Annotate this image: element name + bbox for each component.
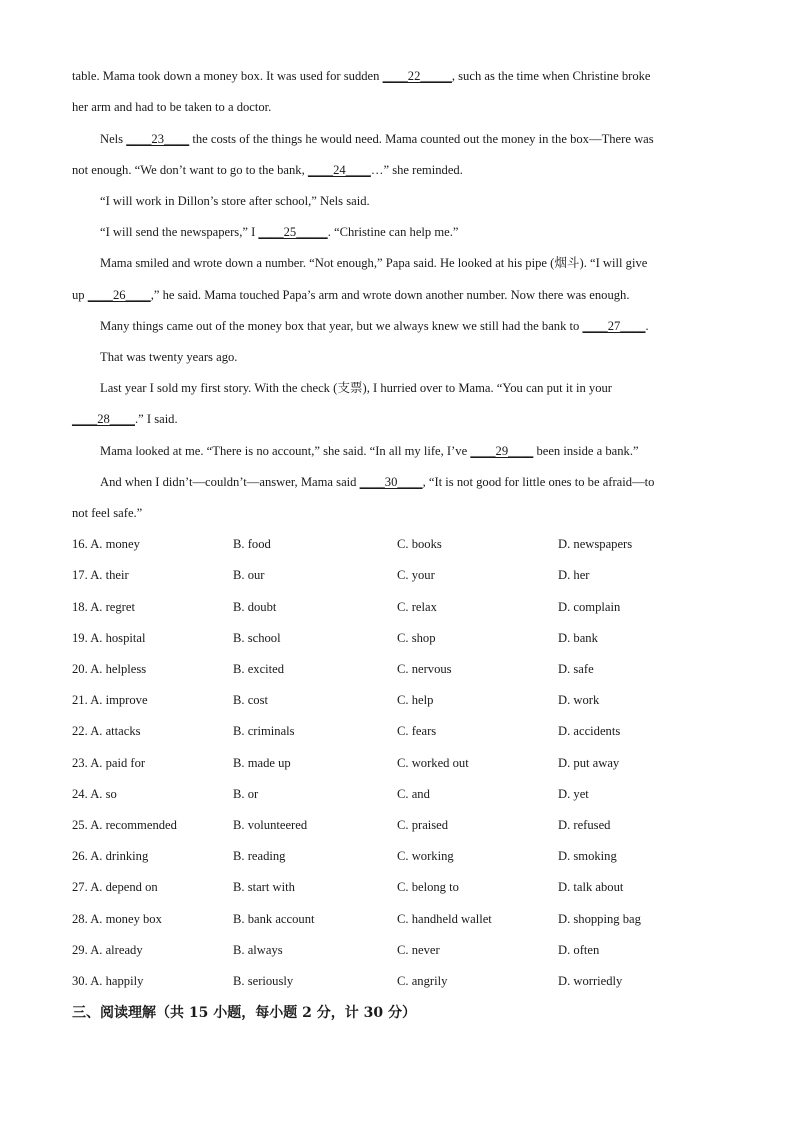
option-d: D. complain (558, 600, 621, 614)
blank-30: ____30____ (359, 475, 423, 489)
option-a: 29. A. already (72, 943, 143, 957)
blank-23: ____23____ (126, 132, 190, 146)
option-d: D. talk about (558, 880, 624, 894)
option-b: B. food (233, 537, 271, 551)
option-b: B. always (233, 943, 283, 957)
passage-line-14: And when I didn’t—couldn’t—answer, Mama said ____30____, “It is not good for little ones to be afraid—to (100, 475, 655, 489)
option-a: 26. A. drinking (72, 849, 149, 863)
option-a: 28. A. money box (72, 912, 162, 926)
passage-line-10: That was twenty years ago. (100, 350, 238, 364)
option-c: C. worked out (397, 756, 469, 770)
passage-line-6: “I will send the newspapers,” I ____25_____. “Christine can help me.” (100, 225, 459, 239)
option-b: B. criminals (233, 724, 295, 738)
option-d: D. often (558, 943, 600, 957)
option-b: B. our (233, 568, 265, 582)
blank-22: ____22_____ (382, 69, 452, 83)
question-row (72, 846, 722, 866)
question-row (72, 909, 722, 929)
option-c: C. nervous (397, 662, 452, 676)
blank-27: ____27____ (582, 319, 646, 333)
question-row (72, 534, 722, 554)
passage-line-1: table. Mama took down a money box. It was used for sudden ____22_____, such as the time when Christine broke (72, 69, 651, 83)
option-d: D. smoking (558, 849, 617, 863)
passage-line-12: ____28____.” I said. (72, 412, 178, 426)
option-c: C. help (397, 693, 434, 707)
option-c: C. shop (397, 631, 436, 645)
section-heading: 三、阅读理解（共 15 小题，每小题 2 分，计 30 分） (72, 1005, 416, 1021)
option-a: 30. A. happily (72, 974, 144, 988)
option-b: B. or (233, 787, 259, 801)
option-c: C. handheld wallet (397, 912, 492, 926)
option-a: 16. A. money (72, 537, 140, 551)
question-row (72, 815, 722, 835)
option-c: C. books (397, 537, 442, 551)
option-c: C. never (397, 943, 440, 957)
option-b: B. school (233, 631, 281, 645)
option-b: B. reading (233, 849, 286, 863)
option-b: B. cost (233, 693, 268, 707)
option-d: D. worriedly (558, 974, 623, 988)
passage-line-3: Nels ____23____ the costs of the things he would need. Mama counted out the money in the box—There was (100, 132, 654, 146)
option-d: D. shopping bag (558, 912, 641, 926)
option-c: C. praised (397, 818, 449, 832)
passage-line-9: Many things came out of the money box that year, but we always knew we still had the bank to ____27____. (100, 319, 649, 333)
option-d: D. bank (558, 631, 598, 645)
question-row (72, 971, 722, 991)
option-a: 25. A. recommended (72, 818, 177, 832)
question-row (72, 628, 722, 648)
passage-line-13: Mama looked at me. “There is no account,” she said. “In all my life, I’ve ____29____ been inside a bank.” (100, 444, 639, 458)
question-row (72, 753, 722, 773)
option-c: C. working (397, 849, 454, 863)
option-d: D. accidents (558, 724, 621, 738)
blank-26: ____26____ (87, 288, 151, 302)
option-a: 18. A. regret (72, 600, 135, 614)
option-a: 22. A. attacks (72, 724, 141, 738)
option-b: B. doubt (233, 600, 277, 614)
option-a: 21. A. improve (72, 693, 148, 707)
option-d: D. newspapers (558, 537, 633, 551)
option-c: C. angrily (397, 974, 448, 988)
option-c: C. and (397, 787, 430, 801)
passage-line-2: her arm and had to be taken to a doctor. (72, 100, 272, 114)
option-b: B. made up (233, 756, 291, 770)
option-d: D. put away (558, 756, 620, 770)
option-a: 27. A. depend on (72, 880, 158, 894)
question-row (72, 784, 722, 804)
option-d: D. work (558, 693, 600, 707)
blank-29: ____29____ (470, 444, 534, 458)
passage-line-7: Mama smiled and wrote down a number. “Not enough,” Papa said. He looked at his pipe (烟斗). “I will give (100, 256, 648, 270)
option-d: D. yet (558, 787, 589, 801)
passage-line-4: not enough. “We don’t want to go to the bank, ____24____…” she reminded. (72, 163, 463, 177)
blank-28: ____28____ (72, 412, 135, 426)
option-d: D. her (558, 568, 590, 582)
question-row (72, 940, 722, 960)
passage-line-11: Last year I sold my first story. With the check (支票), I hurried over to Mama. “You can put it in your (100, 381, 612, 395)
option-c: C. belong to (397, 880, 459, 894)
passage-line-15: not feel safe.” (72, 506, 143, 520)
question-row (72, 565, 722, 585)
question-row (72, 690, 722, 710)
blank-25: ____25_____ (258, 225, 328, 239)
question-row (72, 597, 722, 617)
option-b: B. excited (233, 662, 285, 676)
question-row (72, 877, 722, 897)
option-b: B. bank account (233, 912, 315, 926)
option-a: 24. A. so (72, 787, 117, 801)
option-d: D. safe (558, 662, 594, 676)
blank-24: ____24____ (307, 163, 371, 177)
option-a: 20. A. helpless (72, 662, 147, 676)
question-row (72, 659, 722, 679)
passage-line-8: up ____26____,” he said. Mama touched Papa’s arm and wrote down another number. Now there was enough. (72, 288, 630, 302)
question-row (72, 721, 722, 741)
option-a: 19. A. hospital (72, 631, 146, 645)
option-a: 23. A. paid for (72, 756, 146, 770)
option-d: D. refused (558, 818, 611, 832)
option-c: C. your (397, 568, 435, 582)
option-b: B. start with (233, 880, 295, 894)
option-b: B. seriously (233, 974, 294, 988)
option-b: B. volunteered (233, 818, 308, 832)
option-c: C. relax (397, 600, 437, 614)
option-c: C. fears (397, 724, 437, 738)
option-a: 17. A. their (72, 568, 129, 582)
passage-line-5: “I will work in Dillon’s store after school,” Nels said. (100, 194, 370, 208)
